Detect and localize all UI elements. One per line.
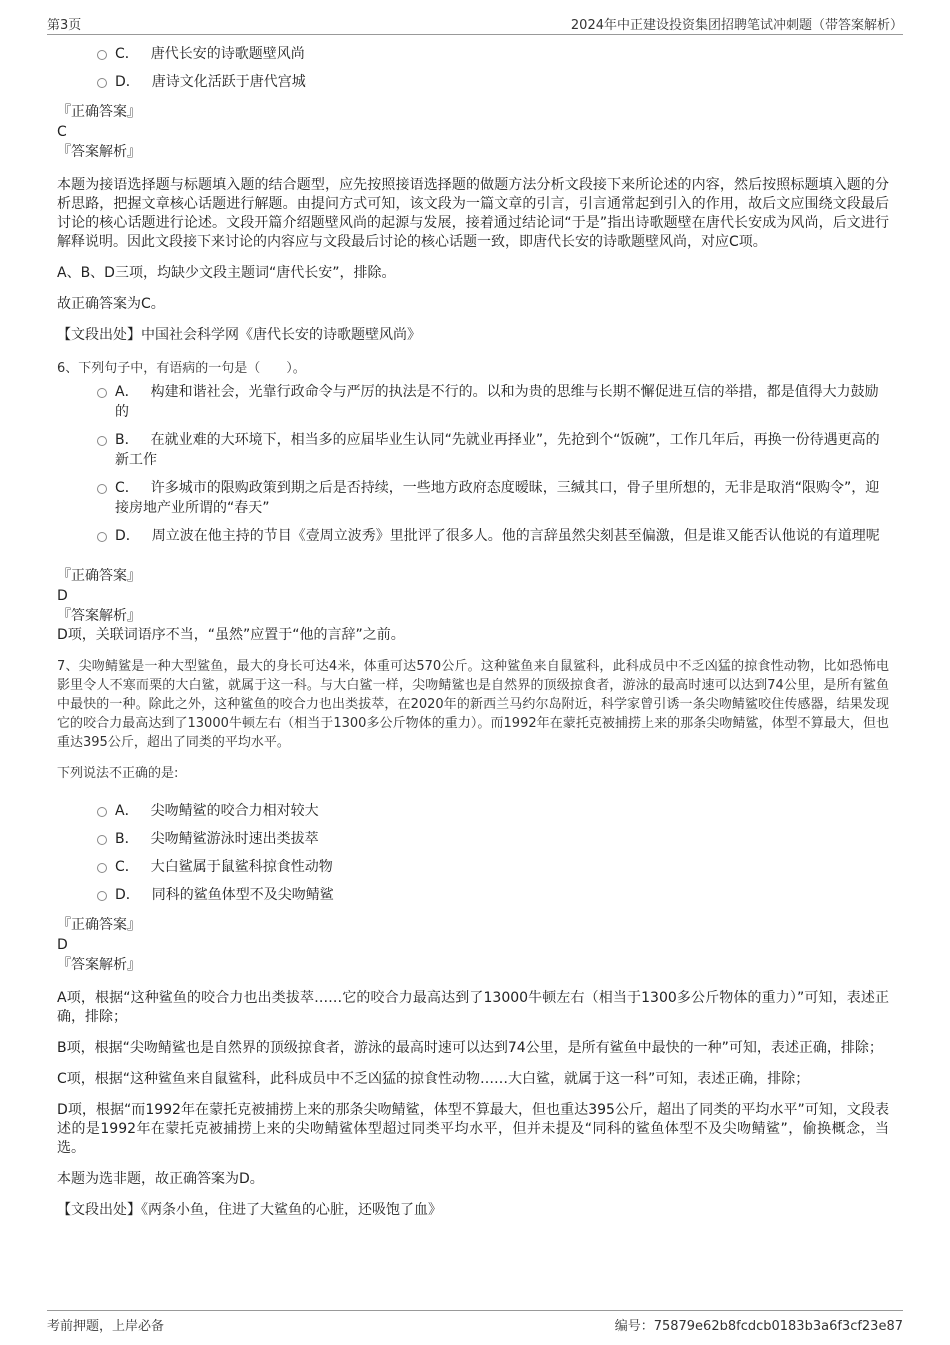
page-number: 第3页 bbox=[47, 18, 82, 33]
q5-analysis-label: 『答案解析』 bbox=[57, 144, 141, 160]
q5-answer-label: 『正确答案』 bbox=[57, 104, 141, 120]
q7-analysis-paragraph: C项，根据“这种鲨鱼来自鼠鲨科，此科成员中不乏凶猛的掠食性动物……大白鲨，就属于这一科”可知，表述正确，排除； bbox=[57, 1071, 810, 1087]
option-letter: A． bbox=[115, 803, 139, 819]
q5-option-c[interactable] bbox=[57, 44, 889, 64]
radio-icon[interactable] bbox=[97, 891, 107, 901]
q7-conclusion: 本题为选非题，故正确答案为D。 bbox=[57, 1171, 264, 1187]
document-id: 编号：75879e62b8fcdcb0183b3a6f3cf23e87 bbox=[614, 1319, 903, 1334]
q7-option-a[interactable] bbox=[57, 801, 889, 821]
option-text: 大白鲨属于鼠鲨科掠食性动物 bbox=[150, 859, 333, 875]
radio-icon[interactable] bbox=[97, 484, 107, 494]
q7-answer-label: 『正确答案』 bbox=[57, 917, 141, 933]
option-letter: A． bbox=[115, 384, 139, 400]
q6-stem: 6、下列句子中，有语病的一句是（ ）。 bbox=[57, 361, 306, 376]
radio-icon[interactable] bbox=[97, 436, 107, 446]
q6-analysis-label: 『答案解析』 bbox=[57, 608, 141, 624]
radio-icon[interactable] bbox=[97, 807, 107, 817]
q7-answer: D bbox=[57, 937, 68, 953]
q7-analysis-paragraph: A项，根据“这种鲨鱼的咬合力也出类拔萃……它的咬合力最高达到了13000牛顿左右（相当于1300多公斤物体的重力）”可知，表述正确，排除； bbox=[57, 990, 889, 1025]
radio-icon[interactable] bbox=[97, 78, 107, 88]
radio-icon[interactable] bbox=[97, 532, 107, 542]
q5-analysis-paragraph: A、B、D三项，均缺少文段主题词“唐代长安”，排除。 bbox=[57, 265, 396, 281]
q7-stem: 7、尖吻鲭鲨是一种大型鲨鱼，最大的身长可达4米，体重可达570公斤。这种鲨鱼来自鼠鲨科，此科成员中不乏凶猛的掠食性动物，比如恐怖电影里令人不寒而栗的大白鲨，就属于这一科。与大白鲨一样，尖吻鲭鲨也是自然界的顶级掠食者，游泳的最高时速可以达到74公里，是所有鲨鱼中最快的一种。除此之外，这种鲨鱼的咬合力也出类拔萃，在2020年的新西兰马约尔岛附近，科学家曾引诱一条尖吻鲭鲨咬住传感器，结果发现它的咬合力最高达到了13000牛顿左右（相当于1300多公斤物体的重力）。而1992年在蒙托克被捕捞上来的那条尖吻鲭鲨，体型不算最大，但也重达395公斤，超出了同类的平均水平。 bbox=[57, 659, 889, 750]
document-title: 2024年中正建设投资集团招聘笔试冲刺题（带答案解析） bbox=[570, 18, 903, 33]
option-letter: D． bbox=[115, 528, 140, 544]
q6-option-c[interactable] bbox=[57, 478, 889, 518]
q7-option-b[interactable] bbox=[57, 829, 889, 849]
option-letter: B． bbox=[115, 831, 139, 847]
radio-icon[interactable] bbox=[97, 50, 107, 60]
page-footer bbox=[47, 1310, 903, 1335]
q7-analysis-paragraph: D项，根据“而1992年在蒙托克被捕捞上来的那条尖吻鲭鲨，体型不算最大，但也重达395公斤，超出了同类的平均水平”可知，文段表述的是1992年在蒙托克被捕捞上来的尖吻鲭鲨体型超过同类平均水平，但并未提及“同科的鲨鱼体型不及尖吻鲭鲨”，偷换概念，当选。 bbox=[57, 1102, 889, 1156]
q7-option-d[interactable] bbox=[57, 885, 889, 905]
q5-source: 【文段出处】中国社会科学网《唐代长安的诗歌题壁风尚》 bbox=[57, 327, 421, 343]
option-text: 同科的鲨鱼体型不及尖吻鲭鲨 bbox=[151, 887, 334, 903]
q7-source: 【文段出处】《两条小鱼，住进了大鲨鱼的心脏，还吸饱了血》 bbox=[57, 1202, 442, 1218]
q6-answer: D bbox=[57, 588, 68, 604]
option-letter: C． bbox=[115, 859, 139, 875]
q6-option-d[interactable] bbox=[57, 526, 889, 546]
q5-answer: C bbox=[57, 124, 67, 140]
option-text: 构建和谐社会，光靠行政命令与严厉的执法是不行的。以和为贵的思维与长期不懈促进互信的举措，都是值得大力鼓励的 bbox=[115, 384, 879, 420]
q6-option-b[interactable] bbox=[57, 430, 889, 470]
option-letter: C． bbox=[115, 46, 139, 62]
q6-option-a[interactable] bbox=[57, 382, 889, 422]
q7-prompt: 下列说法不正确的是: bbox=[57, 766, 179, 781]
option-text: 许多城市的限购政策到期之后是否持续，一些地方政府态度暧昧，三缄其口，骨子里所想的，无非是取消“限购令”，迎接房地产业所谓的“春天” bbox=[115, 480, 880, 516]
option-letter: C． bbox=[115, 480, 139, 496]
option-letter: D． bbox=[115, 887, 140, 903]
page-content bbox=[57, 44, 889, 1232]
option-letter: B． bbox=[115, 432, 139, 448]
q7-analysis-label: 『答案解析』 bbox=[57, 957, 141, 973]
option-text: 唐诗文化活跃于唐代宫城 bbox=[151, 74, 306, 90]
option-text: 在就业难的大环境下，相当多的应届毕业生认同“先就业再择业”，先抢到个“饭碗”，工作几年后，再换一份待遇更高的新工作 bbox=[115, 432, 880, 468]
q7-option-c[interactable] bbox=[57, 857, 889, 877]
page-header bbox=[47, 12, 903, 35]
footer-slogan: 考前押题，上岸必备 bbox=[47, 1319, 165, 1334]
radio-icon[interactable] bbox=[97, 388, 107, 398]
q6-analysis: D项，关联词语序不当，“虽然”应置于“他的言辞”之前。 bbox=[57, 627, 405, 643]
option-text: 尖吻鲭鲨游泳时速出类拔萃 bbox=[150, 831, 319, 847]
q6-answer-label: 『正确答案』 bbox=[57, 568, 141, 584]
option-text: 唐代长安的诗歌题壁风尚 bbox=[150, 46, 305, 62]
radio-icon[interactable] bbox=[97, 863, 107, 873]
option-letter: D． bbox=[115, 74, 140, 90]
q5-option-d[interactable] bbox=[57, 72, 889, 92]
option-text: 尖吻鲭鲨的咬合力相对较大 bbox=[150, 803, 319, 819]
q5-analysis-paragraph: 故正确答案为C。 bbox=[57, 296, 165, 312]
radio-icon[interactable] bbox=[97, 835, 107, 845]
q5-analysis-paragraph: 本题为接语选择题与标题填入题的结合题型，应先按照接语选择题的做题方法分析文段接下来所论述的内容，然后按照标题填入题的分析思路，把握文章核心话题进行解题。由提问方式可知，该文段为一篇文章的引言，引言通常起到引入的作用，故后文应围绕文段最后讨论的核心话题进行论述。文段开篇介绍题壁风尚的起源与发展，接着通过结论词“于是”指出诗歌题壁在唐代长安成为风尚，后文进行解释说明。因此文段接下来讨论的内容应与文段最后讨论的核心话题一致，即唐代长安的诗歌题壁风尚，对应C项。 bbox=[57, 177, 889, 250]
q7-analysis-paragraph: B项，根据“尖吻鲭鲨也是自然界的顶级掠食者，游泳的最高时速可以达到74公里，是所有鲨鱼中最快的一种”可知，表述正确，排除； bbox=[57, 1040, 883, 1056]
option-text: 周立波在他主持的节目《壹周立波秀》里批评了很多人。他的言辞虽然尖刻甚至偏激，但是谁又能否认他说的有道理呢 bbox=[151, 528, 880, 544]
